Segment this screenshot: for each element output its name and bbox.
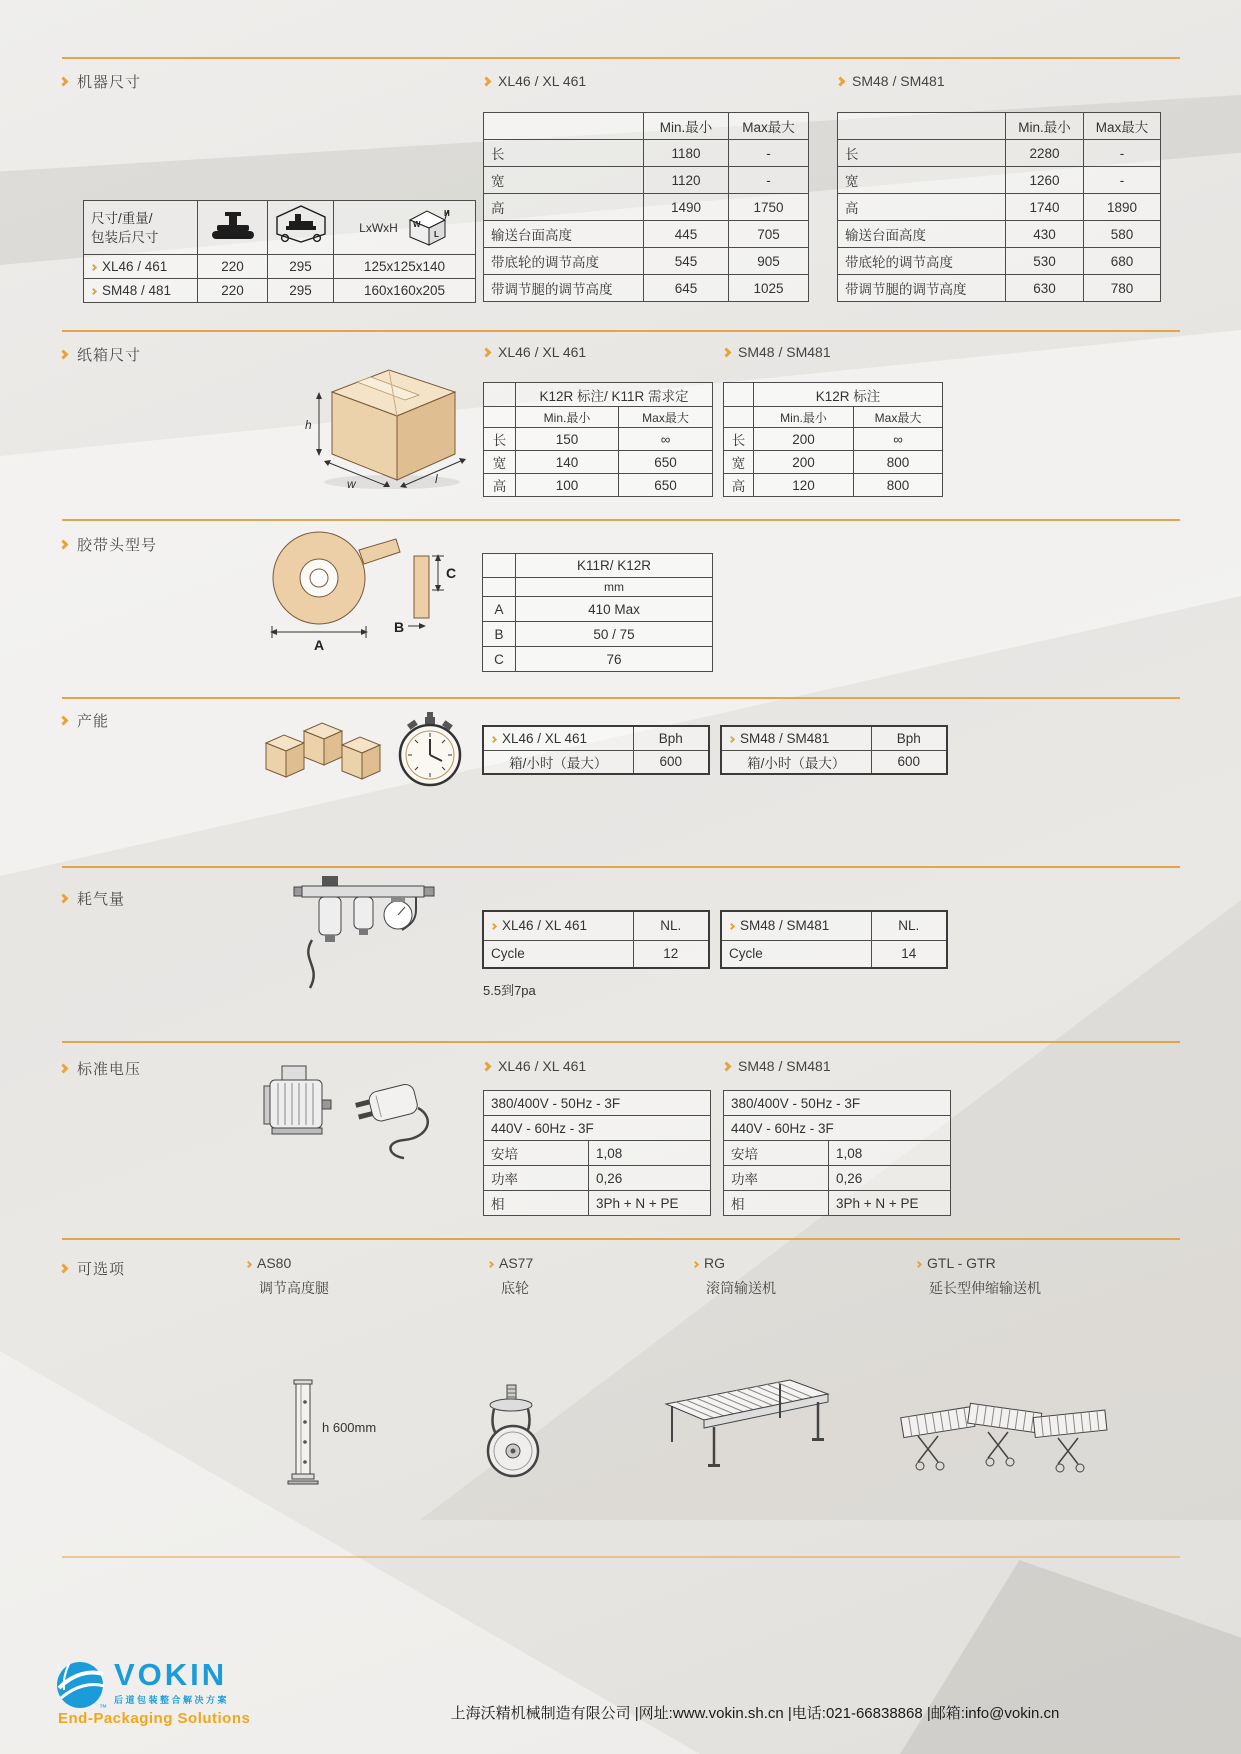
weight-packing-table xyxy=(83,200,476,303)
voltage-line: 380/400V - 50Hz - 3F xyxy=(724,1091,951,1116)
cell: 1740 xyxy=(1006,194,1084,221)
option-name: 底轮 xyxy=(501,1280,529,1296)
cell: 545 xyxy=(644,248,729,275)
row-label-cell: 长 xyxy=(838,140,1006,167)
cell: 630 xyxy=(1006,275,1084,302)
brand-tagline-cn: 后道包装整合解决方案 xyxy=(114,1695,230,1705)
cell: 12 xyxy=(633,940,709,968)
cell: 1,08 xyxy=(829,1141,951,1166)
cell: 430 xyxy=(1006,221,1084,248)
cell: 100 xyxy=(516,474,619,497)
cell-empty xyxy=(838,113,1006,140)
machine-weight-icon xyxy=(198,201,268,255)
cell: 150 xyxy=(516,428,619,451)
voltage-line: 440V - 60Hz - 3F xyxy=(724,1116,951,1141)
cell: 200 xyxy=(754,428,854,451)
cell: 3Ph + N + PE xyxy=(589,1191,711,1216)
cell: 445 xyxy=(644,221,729,248)
row-label-cell: 带调节腿的调节高度 xyxy=(484,275,644,302)
cell: 50 / 75 xyxy=(516,622,713,647)
section-title-voltage xyxy=(60,1058,141,1079)
model-title-xl46: XL46 / XL 461 xyxy=(483,1058,586,1074)
chevron-marker-icon xyxy=(90,264,97,271)
carton-dims-table-xl46 xyxy=(483,382,713,497)
tape-model-header: K11R/ K12R xyxy=(516,554,713,578)
section-divider xyxy=(62,519,1180,521)
row-label-cell: Cycle xyxy=(721,940,871,968)
weight-table-header: 尺寸/重量/ 包装后尺寸 xyxy=(84,201,198,255)
cell: 1750 xyxy=(729,194,809,221)
cell: 600 xyxy=(633,750,709,774)
cell: 3Ph + N + PE xyxy=(829,1191,951,1216)
cell: 680 xyxy=(1084,248,1161,275)
cell-empty xyxy=(484,407,516,428)
lwh-label: LxWxH xyxy=(359,220,398,235)
voltage-line: 440V - 60Hz - 3F xyxy=(484,1116,711,1141)
cell: 295 xyxy=(268,255,334,279)
cell: - xyxy=(729,167,809,194)
cell-empty xyxy=(483,554,516,578)
air-filter-unit-illustration xyxy=(292,870,442,997)
caster-wheel-illustration xyxy=(468,1383,556,1486)
cell: 530 xyxy=(1006,248,1084,275)
leg-height-note: h 600mm xyxy=(322,1420,377,1435)
cell: - xyxy=(1084,167,1161,194)
cell: 1025 xyxy=(729,275,809,302)
section-title-text: 纸箱尺寸 xyxy=(77,347,142,364)
chevron-marker-icon xyxy=(59,540,69,550)
tape-head-table xyxy=(482,553,713,672)
svg-text:w: w xyxy=(347,477,356,491)
row-label-cell: 相 xyxy=(724,1191,829,1216)
cell: 645 xyxy=(644,275,729,302)
row-label-cell: 箱/小时（最大） xyxy=(721,750,871,774)
section-title-air-consumption xyxy=(60,888,125,909)
row-label-cell: 输送台面高度 xyxy=(838,221,1006,248)
brand-name: VOKIN xyxy=(114,1657,228,1692)
row-label-cell: 带底轮的调节高度 xyxy=(838,248,1006,275)
option-name: 滚筒输送机 xyxy=(706,1280,776,1296)
cell: 0,26 xyxy=(589,1166,711,1191)
cell: - xyxy=(729,140,809,167)
chevron-marker-icon xyxy=(59,1264,69,1274)
background-facet xyxy=(900,1560,1241,1754)
motor-plug-illustration xyxy=(252,1050,440,1177)
col-header-max: Max最大 xyxy=(1084,113,1161,140)
unit-header: Bph xyxy=(871,726,947,750)
row-label-cell: 高 xyxy=(838,194,1006,221)
svg-text:L: L xyxy=(433,229,439,239)
svg-text:l: l xyxy=(435,472,438,486)
chevron-marker-icon xyxy=(487,1261,494,1268)
cell: 1490 xyxy=(644,194,729,221)
cell: - xyxy=(1084,140,1161,167)
option-code: RG xyxy=(704,1255,725,1271)
model-header-cell: XL46 / XL 461 xyxy=(483,911,633,940)
row-label-cell: C xyxy=(483,647,516,672)
row-label-cell: 带调节腿的调节高度 xyxy=(838,275,1006,302)
section-title-carton-dimensions xyxy=(60,344,141,365)
model-header-cell: XL46 / XL 461 xyxy=(483,726,633,750)
cell: 905 xyxy=(729,248,809,275)
vokin-logo xyxy=(55,1657,230,1712)
row-label-cell: A xyxy=(483,597,516,622)
col-header-min: Min.最小 xyxy=(1006,113,1084,140)
col-header-max: Max最大 xyxy=(854,407,943,428)
row-label-cell: 相 xyxy=(484,1191,589,1216)
cell: 160x160x205 xyxy=(334,279,476,303)
cell: 220 xyxy=(198,279,268,303)
section-divider xyxy=(62,330,1180,332)
unit-header: NL. xyxy=(633,911,709,940)
air-pressure-note: 5.5到7pa xyxy=(483,983,536,998)
svg-text:C: C xyxy=(446,565,457,581)
section-title-text: 胶带头型号 xyxy=(77,537,158,554)
row-label-cell: B xyxy=(483,622,516,647)
chevron-marker-icon xyxy=(245,1261,252,1268)
row-label-cell: 长 xyxy=(484,428,516,451)
row-label-cell: 高 xyxy=(484,194,644,221)
box-lwh-icon xyxy=(334,201,476,255)
voltage-table-xl46 xyxy=(483,1090,711,1216)
unit-header: mm xyxy=(516,578,713,597)
chevron-marker-icon xyxy=(59,716,69,726)
option-gtl-gtr xyxy=(916,1255,1041,1298)
svg-text:W: W xyxy=(412,219,421,229)
row-label-cell: Cycle xyxy=(483,940,633,968)
cell: 1890 xyxy=(1084,194,1161,221)
svg-text:™: ™ xyxy=(99,1703,107,1712)
row-label-cell: 安培 xyxy=(724,1141,829,1166)
adjustable-leg-illustration xyxy=(286,1378,320,1493)
machine-dims-table-xl46 xyxy=(483,112,809,302)
option-code: GTL - GTR xyxy=(927,1255,996,1271)
row-label-cell: 箱/小时（最大） xyxy=(483,750,633,774)
cell: 2280 xyxy=(1006,140,1084,167)
section-divider xyxy=(62,1041,1180,1043)
cell: 650 xyxy=(619,474,713,497)
capacity-table-sm48 xyxy=(720,725,948,775)
section-title-text: 可选项 xyxy=(77,1261,126,1278)
section-title-machine-dimensions xyxy=(60,71,141,92)
row-label-cell: 功率 xyxy=(724,1166,829,1191)
section-divider xyxy=(62,57,1180,59)
option-as80 xyxy=(246,1255,329,1298)
section-title-text: 标准电压 xyxy=(77,1061,142,1078)
row-label-cell: 宽 xyxy=(484,451,516,474)
carton-box-illustration xyxy=(295,352,475,499)
section-title-text: 产能 xyxy=(77,713,110,730)
model-title-xl46: XL46 / XL 461 xyxy=(483,344,586,360)
option-name: 延长型伸缩输送机 xyxy=(929,1280,1041,1296)
section-title-capacity xyxy=(60,710,109,731)
chevron-marker-icon xyxy=(692,1261,699,1268)
tape-head-header: K12R 标注 xyxy=(754,383,943,407)
chevron-marker-icon xyxy=(722,347,732,357)
telescopic-conveyor-illustration xyxy=(898,1378,1112,1481)
row-label-cell: 高 xyxy=(724,474,754,497)
cell-empty xyxy=(724,407,754,428)
cell: 600 xyxy=(871,750,947,774)
cell: 800 xyxy=(854,474,943,497)
air-table-sm48 xyxy=(720,910,948,969)
row-label-cell: 带底轮的调节高度 xyxy=(484,248,644,275)
svg-text:B: B xyxy=(394,619,405,635)
row-label-cell: 输送台面高度 xyxy=(484,221,644,248)
svg-text:h: h xyxy=(305,418,312,432)
chevron-marker-icon xyxy=(482,347,492,357)
col-header-max: Max最大 xyxy=(619,407,713,428)
cell: 0,26 xyxy=(829,1166,951,1191)
cell: 1180 xyxy=(644,140,729,167)
cell: 650 xyxy=(619,451,713,474)
machine-dims-table-sm48 xyxy=(837,112,1161,302)
option-code: AS77 xyxy=(499,1255,534,1271)
row-label-cell: 高 xyxy=(484,474,516,497)
section-title-options xyxy=(60,1258,125,1279)
cell: 200 xyxy=(754,451,854,474)
cell: ∞ xyxy=(854,428,943,451)
row-label-cell: 宽 xyxy=(724,451,754,474)
row-label-cell: 宽 xyxy=(838,167,1006,194)
cell: 580 xyxy=(1084,221,1161,248)
model-header-cell: SM48 / SM481 xyxy=(721,726,871,750)
cell: 1,08 xyxy=(589,1141,711,1166)
section-divider xyxy=(62,866,1180,868)
row-label-cell: 长 xyxy=(484,140,644,167)
chevron-marker-icon xyxy=(728,923,735,930)
row-label-cell: 安培 xyxy=(484,1141,589,1166)
boxes-stopwatch-illustration xyxy=(262,693,467,813)
cell: 220 xyxy=(198,255,268,279)
chevron-marker-icon xyxy=(836,76,846,86)
model-header-cell: SM48 / SM481 xyxy=(721,911,871,940)
chevron-marker-icon xyxy=(482,1061,492,1071)
svg-text:A: A xyxy=(314,637,325,653)
chevron-marker-icon xyxy=(59,894,69,904)
option-name: 调节高度腿 xyxy=(259,1280,329,1296)
cell: 1260 xyxy=(1006,167,1084,194)
cell: 800 xyxy=(854,451,943,474)
section-divider xyxy=(62,1238,1180,1240)
option-as77 xyxy=(488,1255,533,1298)
model-title-sm48: SM48 / SM481 xyxy=(723,344,831,360)
cell: 120 xyxy=(754,474,854,497)
chevron-marker-icon xyxy=(490,923,497,930)
cell: ∞ xyxy=(619,428,713,451)
model-title-sm48: SM48 / SM481 xyxy=(723,1058,831,1074)
option-rg xyxy=(693,1255,776,1298)
footer-contact-line: 上海沃精机械制造有限公司 |网址:www.vokin.sh.cn |电话:021-66838868 |邮箱:info@vokin.cn xyxy=(450,1705,1060,1722)
col-header-max: Max最大 xyxy=(729,113,809,140)
capacity-table-xl46 xyxy=(482,725,710,775)
roller-conveyor-illustration xyxy=(658,1372,836,1475)
model-title-sm48: SM48 / SM481 xyxy=(837,73,945,89)
section-title-tape-head xyxy=(60,534,157,555)
col-header-min: Min.最小 xyxy=(754,407,854,428)
cell: 410 Max xyxy=(516,597,713,622)
chevron-marker-icon xyxy=(90,288,97,295)
section-title-text: 耗气量 xyxy=(77,891,126,908)
cell: 705 xyxy=(729,221,809,248)
tape-head-header: K12R 标注/ K11R 需求定 xyxy=(516,383,713,407)
section-title-text: 机器尺寸 xyxy=(77,74,142,91)
row-label-cell: SM48 / 481 xyxy=(84,279,198,303)
chevron-marker-icon xyxy=(59,77,69,87)
cell: 140 xyxy=(516,451,619,474)
cell: 1120 xyxy=(644,167,729,194)
cell-empty xyxy=(484,113,644,140)
chevron-marker-icon xyxy=(59,350,69,360)
section-divider xyxy=(62,1556,1180,1558)
chevron-marker-icon xyxy=(728,736,735,743)
cell: 76 xyxy=(516,647,713,672)
chevron-marker-icon xyxy=(490,736,497,743)
voltage-line: 380/400V - 50Hz - 3F xyxy=(484,1091,711,1116)
col-header-min: Min.最小 xyxy=(516,407,619,428)
unit-header: NL. xyxy=(871,911,947,940)
packed-machine-casters-icon xyxy=(268,201,334,255)
cell-empty xyxy=(483,578,516,597)
air-table-xl46 xyxy=(482,910,710,969)
cell: 14 xyxy=(871,940,947,968)
svg-text:H: H xyxy=(443,208,450,218)
chevron-marker-icon xyxy=(722,1061,732,1071)
col-header-min: Min.最小 xyxy=(644,113,729,140)
chevron-marker-icon xyxy=(59,1064,69,1074)
unit-header: Bph xyxy=(633,726,709,750)
cell-empty xyxy=(724,383,754,407)
chevron-marker-icon xyxy=(915,1261,922,1268)
cell-empty xyxy=(484,383,516,407)
carton-dims-table-sm48 xyxy=(723,382,943,497)
chevron-marker-icon xyxy=(482,76,492,86)
cell: 125x125x140 xyxy=(334,255,476,279)
row-label-cell: XL46 / 461 xyxy=(84,255,198,279)
row-label-cell: 长 xyxy=(724,428,754,451)
vokin-globe-icon xyxy=(55,1660,107,1712)
brand-tagline-en: End-Packaging Solutions xyxy=(58,1710,251,1727)
model-title-xl46: XL46 / XL 461 xyxy=(483,73,586,89)
cell: 295 xyxy=(268,279,334,303)
voltage-table-sm48 xyxy=(723,1090,951,1216)
option-code: AS80 xyxy=(257,1255,292,1271)
section-divider xyxy=(62,697,1180,699)
row-label-cell: 功率 xyxy=(484,1166,589,1191)
tape-roll-illustration xyxy=(262,522,477,659)
row-label-cell: 宽 xyxy=(484,167,644,194)
cell: 780 xyxy=(1084,275,1161,302)
